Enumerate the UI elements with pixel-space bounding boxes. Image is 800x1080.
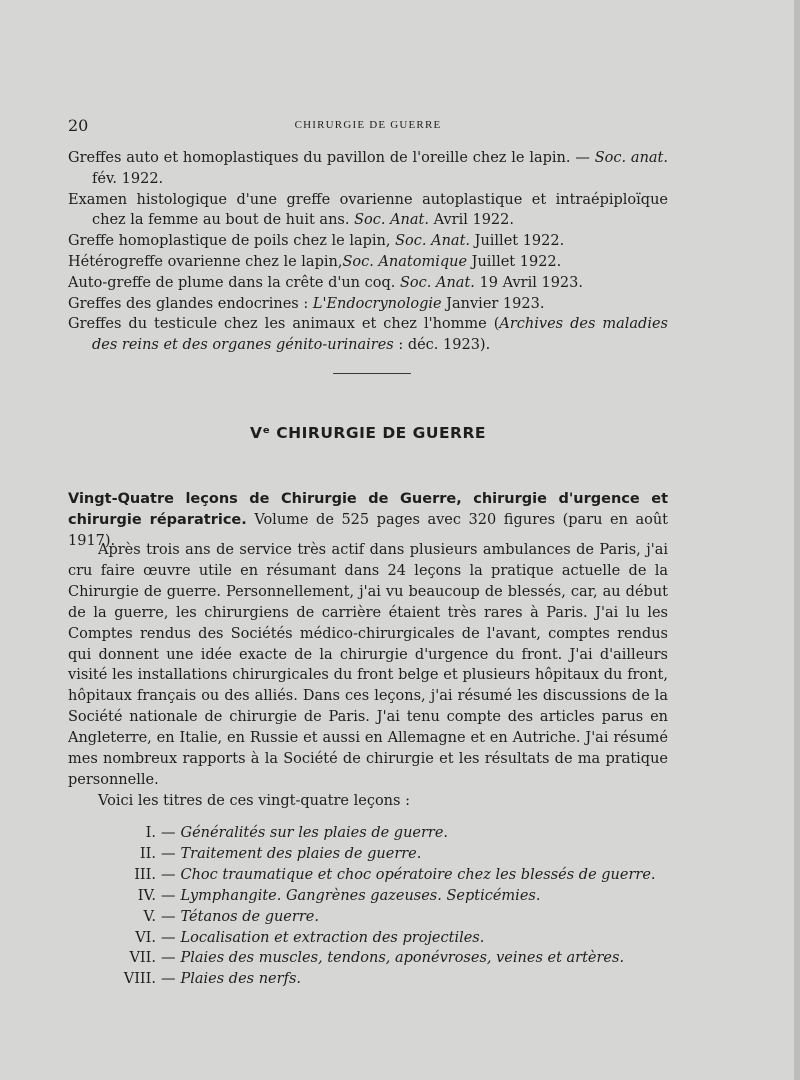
reference-item: Examen histologique d'une greffe ovarienne autoplastique et intraépiploïque chez la femme au bout de huit ans. Soc. Anat. Avril 1922. (68, 191, 668, 229)
section-title: Vᵉ CHIRURGIE DE GUERRE (249, 424, 487, 442)
reference-item: Auto-greffe de plume dans la crête d'un coq. Soc. Anat. 19 Avril 1923. (68, 274, 583, 291)
list-item: VI. — Localisation et extraction des projectiles. (135, 929, 485, 946)
list-item: III. — Choc traumatique et choc opératoire chez les blessés de guerre. (134, 866, 656, 883)
paragraph: Après trois ans de service très actif dans plusieurs ambulances de Paris, j'ai cru faire œuvre utile en résumant dans 24 leçons la pratique actuelle de la Chirurgie de guerre. Personnellement, j'ai vu beaucoup de blessés, car, au début de la guerre, les chirurgiens de carrière étaient très rares à Paris. J'ai lu les Comptes rendus des Sociétés médico-chirurgicales de l'avant, comptes rendus qui donnent une idée exacte de la chirurgie d'urgence du front. J'ai d'ailleurs visité les installations chirurgicales du front belge et plusieurs hôpitaux du front, hôpitaux français ou des alliés. Dans ces leçons, j'ai résumé les discussions de la Société nationale de chirurgie de Paris. J'ai tenu compte des articles parus en Angleterre, en Italie, en Russie et aussi en Allemagne et en Autriche. J'ai résumé mes nombreux rapports à la Société de chirurgie et les résultats de ma pratique personnelle. (68, 542, 668, 788)
running-head: CHIRURGIE DE GUERRE (294, 119, 442, 131)
page-header (68, 116, 668, 138)
reference-list (68, 148, 668, 356)
reference-item: Hétérogreffe ovarienne chez le lapin,Soc. Anatomique Juillet 1922. (68, 253, 562, 270)
section-divider (333, 373, 411, 374)
reference-item: Greffes auto et homoplastiques du pavillon de l'oreille chez le lapin. — Soc. anat. fév. 1922. (68, 150, 668, 187)
book-title: Vingt-Quatre leçons de Chirurgie de Guerre, chirurgie d'urgence et chirurgie réparatrice. (68, 491, 668, 528)
body-text (68, 540, 668, 812)
reference-item: Greffes du testicule chez les animaux et chez l'homme (Archives des maladies des reins et des organes génito-urinaires : déc. 1923). (68, 316, 668, 354)
book-details: Volume de 525 pages avec 320 figures (paru en août 1917). (68, 512, 668, 549)
lecon-list (100, 823, 660, 990)
reference-item: Greffes des glandes endocrines : L'Endocrynologie Janvier 1923. (68, 295, 545, 312)
list-item: VII. — Plaies des muscles, tendons, aponévroses, veines et artères. (129, 950, 625, 967)
list-item: II. — Traitement des plaies de guerre. (139, 845, 422, 862)
page-edge (794, 0, 800, 1080)
paragraph: Voici les titres de ces vingt-quatre leçons : (98, 792, 410, 809)
reference-item: Greffe homoplastique de poils chez le lapin, Soc. Anat. Juillet 1922. (68, 233, 565, 250)
list-item: IV. — Lymphangite. Gangrènes gazeuses. Septicémies. (137, 887, 541, 904)
list-item: V. — Tétanos de guerre. (143, 908, 319, 925)
page-number: 20 (68, 116, 89, 135)
list-item: VIII. — Plaies des nerfs. (123, 971, 301, 988)
list-item: I. — Généralités sur les plaies de guerre. (145, 825, 449, 841)
